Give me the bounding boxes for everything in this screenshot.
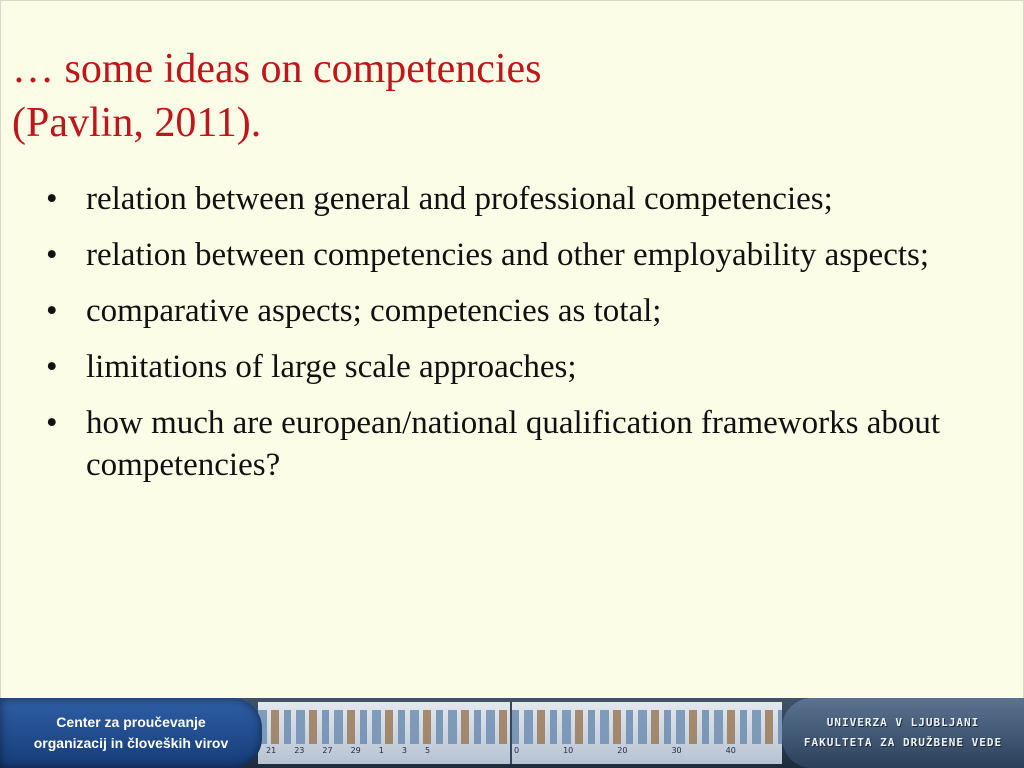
bullet-icon: • [46, 237, 58, 273]
bullet-icon: • [46, 181, 58, 217]
bullet-text: relation between general and professional competencies; [86, 181, 833, 217]
scale-number: 30 [671, 746, 682, 755]
title-line-1: … some ideas on competencies [12, 46, 542, 92]
scale-number: 1 [378, 746, 384, 755]
center-name-badge [0, 698, 262, 768]
scale-numbers-left [266, 746, 430, 762]
bullet-item [44, 402, 984, 486]
strip-divider [510, 702, 512, 764]
scale-number: 23 [294, 746, 305, 755]
footer-decorative-strip [258, 702, 782, 764]
scale-number: 21 [266, 746, 277, 755]
scale-number: 3 [401, 746, 407, 755]
scale-number: 20 [617, 746, 628, 755]
bullet-list [44, 178, 984, 500]
bullet-item [44, 234, 984, 276]
center-name-line-2: organizacij in človeških virov [33, 735, 229, 751]
bullet-item [44, 290, 984, 332]
bullet-icon: • [46, 349, 58, 385]
center-name-line-1: Center za proučevanje [56, 714, 206, 730]
footer-banner [0, 698, 1024, 768]
scale-number: 10 [563, 746, 574, 755]
scale-number: 27 [322, 746, 333, 755]
bullet-text: relation between competencies and other employability aspects; [86, 237, 930, 273]
bullet-item [44, 346, 984, 388]
scale-number: 0 [514, 746, 520, 755]
slide-title [12, 42, 542, 150]
people-silhouettes-icon [258, 710, 782, 744]
scale-number: 29 [350, 746, 361, 755]
scale-number: 5 [424, 746, 431, 755]
bullet-icon: • [46, 405, 58, 441]
scale-number: 40 [725, 746, 736, 755]
title-line-2: (Pavlin, 2011). [12, 100, 262, 146]
bullet-item [44, 178, 984, 220]
bullet-text: comparative aspects; competencies as total; [86, 293, 662, 329]
bullet-text: how much are european/national qualification frameworks about competencies? [86, 405, 941, 483]
bullet-text: limitations of large scale approaches; [86, 349, 577, 385]
university-badge [782, 698, 1024, 768]
university-line-2: FAKULTETA ZA DRUŽBENE VEDE [803, 736, 1003, 749]
scale-numbers-right [514, 746, 736, 762]
university-line-1: UNIVERZA V LJUBLJANI [826, 716, 980, 729]
bullet-icon: • [46, 293, 58, 329]
